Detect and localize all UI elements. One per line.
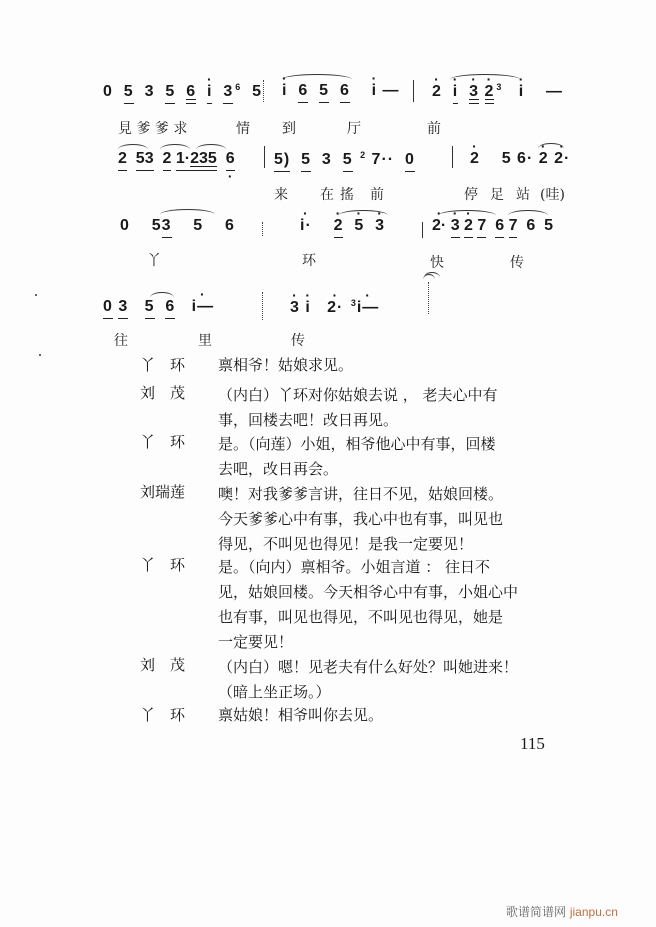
- lyric: 来: [274, 187, 288, 203]
- score-line-1b: [282, 82, 400, 100]
- note: 5: [252, 83, 263, 101]
- note: 5: [144, 298, 155, 315]
- note: · 3: [469, 83, 479, 101]
- note: · i—: [357, 299, 379, 317]
- note: 2: [190, 150, 199, 167]
- speaker-name: 丫 环: [140, 356, 186, 374]
- note: 3: [144, 150, 154, 167]
- note: 5: [319, 82, 330, 99]
- note: 5: [342, 151, 353, 169]
- note: 0: [120, 217, 130, 234]
- speech-line: 今天爹爹心中有事，我心中也有事，叫见也: [218, 510, 504, 528]
- speech-line: 是。（向内）禀相爷。小姐言道 ： 往日不: [218, 558, 491, 576]
- lyric: 到: [282, 121, 296, 137]
- note: · i: [305, 299, 310, 317]
- score-line-1c: [432, 82, 563, 101]
- slur: [423, 274, 435, 285]
- score-line-2: [118, 150, 235, 168]
- speech-line: 得见，不叫见也得见！是我一定要见！: [218, 535, 474, 553]
- note: · i: [207, 83, 212, 101]
- lyric: 在: [320, 187, 334, 203]
- note: 6: [298, 82, 309, 99]
- note: 6: [186, 83, 197, 101]
- speech: [218, 383, 598, 433]
- note: · i·: [300, 217, 312, 235]
- note: 1·: [175, 150, 191, 167]
- note: · i—: [192, 298, 214, 316]
- note: 5: [207, 150, 217, 167]
- note: 3: [321, 151, 332, 169]
- page-number: 115: [520, 734, 545, 753]
- lyric: (哇): [540, 187, 565, 203]
- lyric: 站: [516, 187, 530, 203]
- speech-line: （内白）嗯！见老夫有什么好处？叫她进来！: [218, 658, 519, 676]
- watermark-site: 歌谱简谱网: [506, 905, 567, 919]
- note: · i: [519, 83, 524, 101]
- note: —: [382, 82, 400, 99]
- note: 0: [405, 151, 415, 169]
- note: 5: [544, 217, 554, 234]
- note: · 2: [334, 217, 344, 235]
- note: 0: [103, 298, 113, 315]
- note: 3: [199, 150, 208, 167]
- note: · 2: [464, 217, 473, 235]
- note: 2: [162, 150, 172, 167]
- note: 5: [151, 217, 162, 234]
- speech: [218, 482, 598, 557]
- note: 5: [501, 150, 512, 167]
- speech: [218, 655, 598, 705]
- lyric: 情: [236, 121, 250, 137]
- score-line-2c: [470, 150, 570, 168]
- speech-line: 噢！对我爹爹言讲，往日不见，姑娘回楼。: [218, 485, 504, 503]
- note: · i: [282, 82, 287, 100]
- barline: [452, 146, 453, 168]
- grace-note: 2: [360, 150, 367, 160]
- note: · 3: [375, 217, 385, 235]
- note: 5): [274, 151, 291, 169]
- print-speck: [35, 294, 37, 296]
- note: 6: [165, 298, 176, 315]
- lyric: 厅: [347, 121, 361, 137]
- barline: [262, 222, 264, 236]
- lyric: 搖: [340, 187, 354, 203]
- score-line-3: [120, 217, 235, 235]
- score-line-4b: [290, 298, 379, 317]
- speech: [218, 705, 598, 726]
- speech: [218, 355, 598, 376]
- note: · 2·: [327, 299, 343, 317]
- note: 6: [224, 217, 235, 234]
- note: · 5: [354, 217, 364, 235]
- note: 5: [123, 83, 134, 101]
- note: · 6: [226, 150, 235, 168]
- lyric: 快: [430, 255, 444, 271]
- score-line-1: [103, 82, 262, 101]
- note: · 2·: [554, 150, 570, 168]
- barline: [413, 80, 414, 102]
- lyric: 往: [114, 333, 128, 349]
- lyric: 求: [173, 121, 188, 137]
- speech-line: 禀相爷！姑娘求见。: [218, 356, 354, 374]
- lyrics-line-1: [118, 118, 187, 138]
- watermark-url: jianpu.cn: [569, 905, 618, 919]
- barline: [262, 292, 264, 320]
- lyric: 足: [490, 187, 504, 203]
- note: 5: [165, 83, 176, 101]
- note: 6: [339, 82, 350, 99]
- speech-line: （暗上坐正场。）: [218, 683, 331, 701]
- grace-note: 3: [496, 82, 503, 92]
- note: · 2: [539, 150, 549, 168]
- lyric: 传: [291, 333, 305, 349]
- speaker-name: 刘 茂: [140, 656, 186, 674]
- note: · 2: [432, 83, 442, 101]
- note: 6·: [517, 150, 534, 167]
- speech-line: 事，回楼去吧！改日再见。: [218, 411, 399, 429]
- note: · 2: [470, 150, 480, 168]
- note: 6: [526, 217, 536, 234]
- grace-note: 6: [235, 82, 242, 92]
- lyric: 爹: [154, 121, 169, 137]
- note: 7: [508, 217, 518, 234]
- speaker-name: 丫 环: [140, 433, 186, 451]
- lyric: 前: [370, 187, 384, 203]
- score-line-2b: [274, 150, 415, 169]
- note: · 2·: [432, 217, 446, 235]
- barline: [264, 146, 265, 168]
- speech-line: （内白）丫环对你姑娘去说 ， 老夫心中有: [218, 386, 498, 404]
- score-line-4: [103, 298, 214, 316]
- barline: [422, 222, 423, 238]
- note: · 3: [451, 217, 460, 235]
- note: · i: [453, 83, 458, 101]
- speech-line: 禀姑娘！相爷叫你去见。: [218, 706, 384, 724]
- print-speck: [39, 354, 41, 356]
- note: 7··: [371, 151, 395, 169]
- speaker-name: 刘 茂: [140, 384, 186, 402]
- lyric: 里: [198, 333, 212, 349]
- lyric: 見: [118, 121, 132, 137]
- grace-note: 3: [350, 298, 357, 308]
- lyric: 传: [510, 255, 524, 271]
- lyric: 前: [427, 121, 441, 137]
- note: 5: [135, 150, 145, 167]
- lyric: 丫: [147, 253, 161, 269]
- note: 5: [193, 217, 204, 234]
- barline: [428, 282, 430, 314]
- speaker-name: 刘瑞莲: [140, 483, 186, 501]
- note: 3: [161, 217, 172, 234]
- note: —: [546, 83, 563, 101]
- speaker-name: 丫 环: [140, 706, 186, 724]
- speech-line: 也有事，叫见也得见，不叫见也得见，她是: [218, 608, 504, 626]
- lyric: 停: [464, 187, 478, 203]
- note: · 3: [290, 299, 300, 317]
- score-line-3c: [432, 217, 553, 235]
- speech-line: 去吧，改日再会。: [218, 460, 339, 478]
- note: · 2: [485, 83, 495, 101]
- speech: [218, 555, 598, 655]
- note: 6: [495, 217, 505, 234]
- watermark: [506, 903, 618, 920]
- note: 3: [118, 298, 129, 315]
- note: 2: [118, 150, 127, 167]
- lyric: 环: [302, 253, 316, 269]
- barline: [263, 80, 265, 102]
- note: · i: [372, 82, 377, 100]
- speech: [218, 432, 598, 482]
- note: 5: [301, 151, 312, 169]
- speech-line: 是。（向莲）小姐，相爷他心中有事，回楼: [218, 435, 496, 453]
- note: 0: [103, 83, 113, 101]
- note: 3: [223, 83, 234, 101]
- speech-line: 一定要见！: [218, 633, 294, 651]
- score-line-3b: [300, 217, 385, 235]
- lyric: 爹: [136, 121, 151, 137]
- speech-line: 见，姑娘回楼。今天相爷心中有事，小姐心中: [218, 583, 519, 601]
- note: 7: [477, 217, 487, 234]
- note: 3: [144, 83, 155, 101]
- speaker-name: 丫 环: [140, 556, 186, 574]
